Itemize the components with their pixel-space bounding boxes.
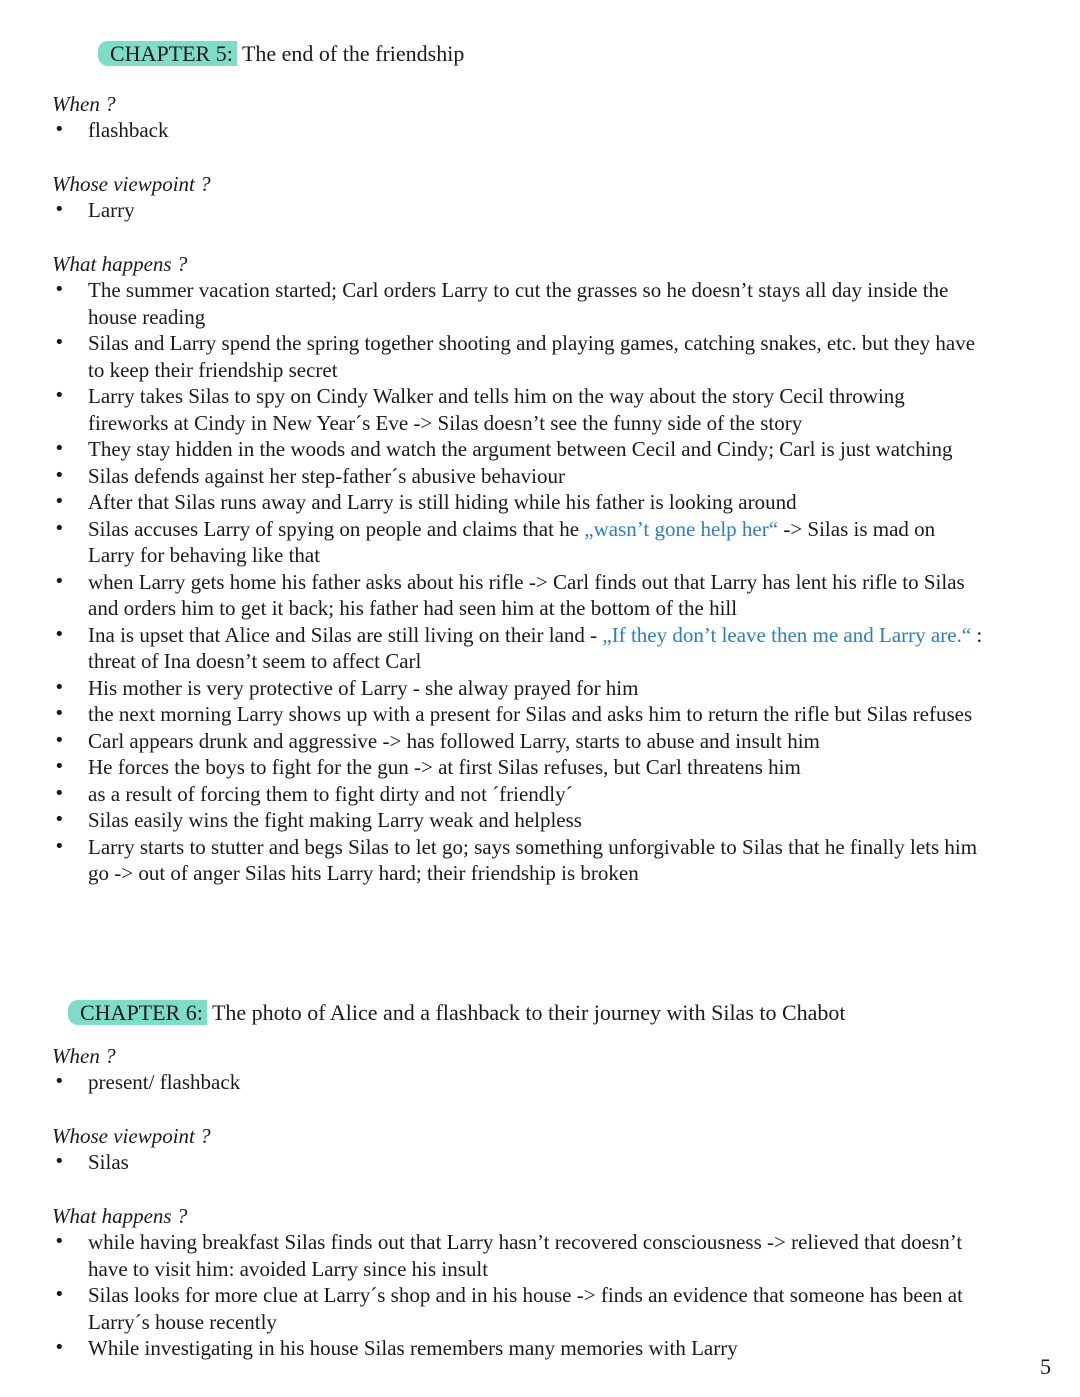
ch6-when-list <box>54 1069 984 1096</box>
list-item: • while having breakfast Silas finds out that Larry hasn’t recovered consciousness -> relieved that doesn’t have to visit him: avoided Larry since his insult <box>54 1229 984 1282</box>
list-item: • Silas easily wins the fight making Larry weak and helpless <box>54 807 984 834</box>
event-text: -> Silas is mad on Larry for behaving like that <box>88 516 936 567</box>
chapter-5-title: The end of the friendship <box>236 41 465 66</box>
ch6-when-question: When ? <box>52 1044 116 1068</box>
event-text: : threat of Ina doesn’t seem to affect Carl <box>88 622 983 673</box>
list-item: • His mother is very protective of Larry - she alway prayed for him <box>54 675 984 702</box>
list-item: • as a result of forcing them to fight dirty and not ´friendly´ <box>54 781 984 808</box>
list-item: • Silas defends against her step-father´s abusive behaviour <box>54 463 984 490</box>
list-item: • present/ flashback <box>54 1069 984 1096</box>
list-item: • Larry starts to stutter and begs Silas to let go; says something unforgivable to Silas that he finally lets him go -> out of anger Silas hits Larry hard; their friendship is broken <box>54 834 984 887</box>
ch6-happens-question: What happens ? <box>52 1204 188 1228</box>
chapter-6-label: CHAPTER 6: <box>68 1000 207 1025</box>
chapter-5-label: CHAPTER 5: <box>98 41 237 66</box>
chapter-6-heading <box>68 999 846 1027</box>
event-text: Ina is upset that Alice and Silas are still living on their land - <box>88 622 603 647</box>
ch5-viewpoint-question: Whose viewpoint ? <box>52 172 211 196</box>
ch5-happens-question: What happens ? <box>52 252 188 276</box>
ch5-when-question: When ? <box>52 92 116 116</box>
list-item: • They stay hidden in the woods and watch the argument between Cecil and Cindy; Carl is just watching <box>54 436 984 463</box>
list-item: • Silas <box>54 1149 984 1176</box>
ch5-when-list <box>54 117 984 144</box>
list-item: • While investigating in his house Silas remembers many memories with Larry <box>54 1335 984 1362</box>
list-item: • when Larry gets home his father asks about his rifle -> Carl finds out that Larry has lent his rifle to Silas and orders him to get it back; his father had seen him at the bottom of the hill <box>54 569 984 622</box>
list-item: • After that Silas runs away and Larry is still hiding while his father is looking around <box>54 489 984 516</box>
quote-text: „If they don’t leave then me and Larry are.“ <box>602 622 972 647</box>
ch6-events-list <box>54 1229 984 1362</box>
list-item: • The summer vacation started; Carl orders Larry to cut the grasses so he doesn’t stays all day inside the house reading <box>54 277 984 330</box>
list-item: • flashback <box>54 117 984 144</box>
list-item <box>54 516 984 569</box>
list-item <box>54 622 984 675</box>
chapter-6-title: The photo of Alice and a flashback to their journey with Silas to Chabot <box>206 1000 846 1025</box>
ch6-viewpoint-list <box>54 1149 984 1176</box>
event-text: Silas accuses Larry of spying on people and claims that he <box>88 516 585 541</box>
list-item: • Larry takes Silas to spy on Cindy Walker and tells him on the way about the story Cecil throwing fireworks at Cindy in New Year´s Eve -> Silas doesn’t see the funny side of the story <box>54 383 984 436</box>
quote-text: „wasn’t gone help her“ <box>584 516 779 541</box>
page-number: 5 <box>1040 1354 1051 1379</box>
list-item: • the next morning Larry shows up with a present for Silas and asks him to return the rifle but Silas refuses <box>54 701 984 728</box>
list-item: • Silas looks for more clue at Larry´s shop and in his house -> finds an evidence that someone has been at Larry´s house recently <box>54 1282 984 1335</box>
ch5-events-list <box>54 277 984 887</box>
list-item: • Carl appears drunk and aggressive -> has followed Larry, starts to abuse and insult him <box>54 728 984 755</box>
chapter-5-heading <box>98 40 464 68</box>
list-item: • Larry <box>54 197 984 224</box>
ch5-viewpoint-list <box>54 197 984 224</box>
list-item: • He forces the boys to fight for the gun -> at first Silas refuses, but Carl threatens him <box>54 754 984 781</box>
ch6-viewpoint-question: Whose viewpoint ? <box>52 1124 211 1148</box>
list-item: • Silas and Larry spend the spring together shooting and playing games, catching snakes, etc. but they have to keep their friendship secret <box>54 330 984 383</box>
